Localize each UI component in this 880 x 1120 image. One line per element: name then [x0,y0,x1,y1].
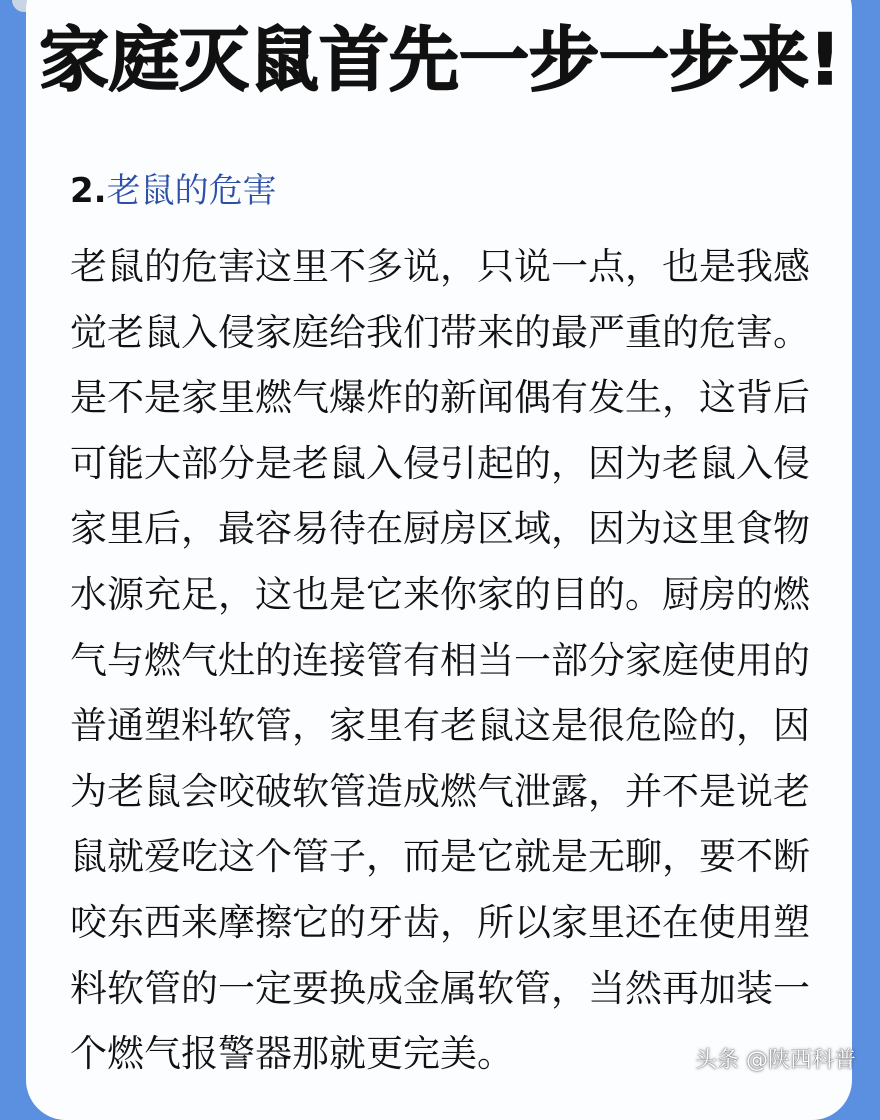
body-line: 家里后，最容易待在厨房区域，因为这里食物 [70,507,810,551]
body-paragraph [70,234,830,1087]
section-heading-text: 老鼠的危害 [106,171,277,211]
section-heading [70,168,277,214]
page-title: 家庭灭鼠首先一步一步来! [39,19,841,101]
body-line: 料软管的一定要换成金属软管，当然再加装一 [70,966,810,1010]
body-line: 咬东西来摩擦它的牙齿，所以家里还在使用塑 [70,900,810,944]
body-line: 为老鼠会咬破软管造成燃气泄露，并不是说老 [70,769,810,813]
body-line: 鼠就爱吃这个管子，而是它就是无聊，要不断 [70,835,810,879]
body-line: 水源充足，这也是它来你家的目的。厨房的燃 [70,572,810,616]
body-line: 气与燃气灶的连接管有相当一部分家庭使用的 [70,638,810,682]
section-number: 2. [70,171,107,211]
watermark: 头条 @陕西科普 [695,1048,856,1073]
body-line: 个燃气报警器那就更完美。 [70,1032,514,1076]
body-line: 老鼠的危害这里不多说，只说一点，也是我感 [70,245,810,288]
body-line: 是不是家里燃气爆炸的新闻偶有发生，这背后 [70,376,810,420]
body-line: 觉老鼠入侵家庭给我们带来的最严重的危害。 [70,310,810,354]
body-line: 可能大部分是老鼠入侵引起的，因为老鼠入侵 [70,441,810,485]
body-line: 普通塑料软管，家里有老鼠这是很危险的，因 [70,704,810,748]
